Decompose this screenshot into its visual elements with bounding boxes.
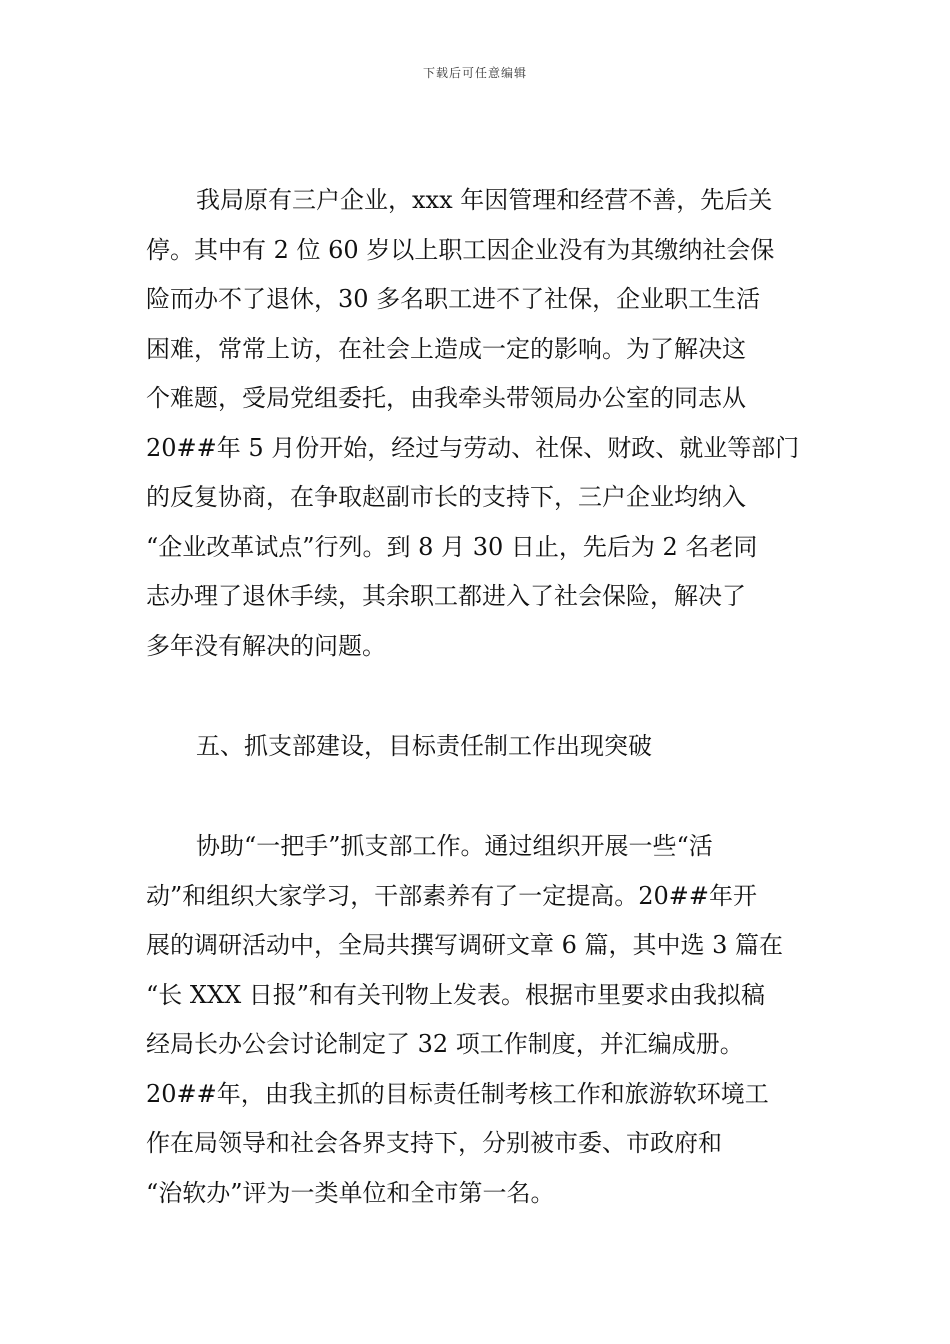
paragraph-line: 作在局领导和社会各界支持下，分别被市委、市政府和: [146, 1129, 722, 1157]
page-header: 下载后可任意编辑: [422, 66, 527, 80]
paragraph-line: 20##年 5 月份开始，经过与劳动、社保、财政、就业等部门: [146, 433, 800, 462]
paragraph-line: 的反复协商，在争取赵副市长的支持下，三户企业均纳入: [146, 483, 746, 511]
paragraph-line: “长 XXX 日报”和有关刊物上发表。根据市里要求由我拟稿: [146, 980, 766, 1009]
paragraph-line: 经局长办公会讨论制定了 32 项工作制度，并汇编成册。: [146, 1030, 744, 1058]
paragraph-line: 停。其中有 2 位 60 岁以上职工因企业没有为其缴纳社会保: [146, 235, 775, 264]
paragraph-line: 个难题，受局党组委托，由我牵头带领局办公室的同志从: [146, 384, 746, 412]
paragraph-party-branch: [146, 822, 826, 1218]
paragraph-line: 困难，常常上访，在社会上造成一定的影响。为了解决这: [146, 334, 746, 363]
paragraph-line: “治软办”评为一类单位和全市第一名。: [146, 1178, 555, 1207]
paragraph-line: 险而办不了退休，30 多名职工进不了社保，企业职工生活: [146, 285, 761, 313]
paragraph-line: 志办理了退休手续，其余职工都进入了社会保险，解决了: [146, 582, 746, 610]
section-heading: [146, 722, 826, 772]
paragraph-line: 20##年，由我主抓的目标责任制考核工作和旅游软环境工: [146, 1079, 769, 1108]
paragraph-line: 协助“一把手”抓支部工作。通过组织开展一些“活: [196, 832, 713, 860]
paragraph-line: 动”和组织大家学习，干部素养有了一定提高。20##年开: [146, 881, 758, 910]
section-heading-text: 五、抓支部建设，目标责任制工作出现突破: [196, 732, 652, 760]
paragraph-line: 多年没有解决的问题。: [146, 631, 386, 660]
paragraph-line: 我局原有三户企业，xxx 年因管理和经营不善，先后关: [196, 186, 773, 214]
paragraph-line: “企业改革试点”行列。到 8 月 30 日止，先后为 2 名老同: [146, 532, 758, 561]
paragraph-line: 展的调研活动中，全局共撰写调研文章 6 篇，其中选 3 篇在: [146, 931, 784, 959]
paragraph-enterprise-reform: [146, 176, 826, 671]
